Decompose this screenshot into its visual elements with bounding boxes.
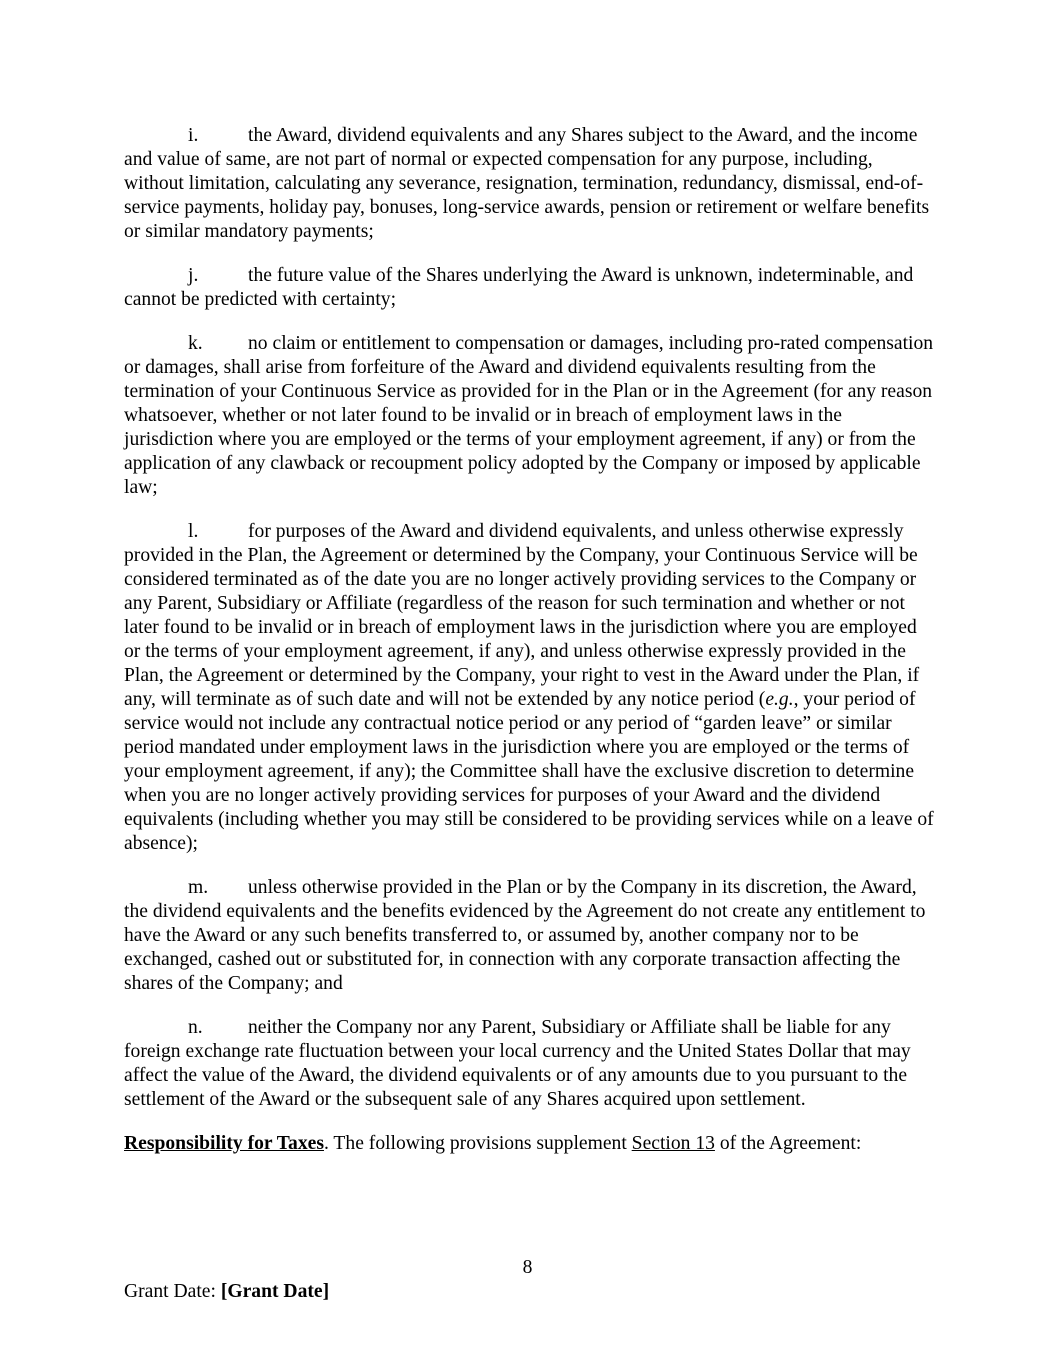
page-number: 8	[522, 1257, 533, 1278]
section-text: of the Agreement:	[714, 1133, 862, 1154]
clause-text: the future value of the Shares underlying the Award is unknown, indeterminable, and cannot be predicted with certainty;	[124, 265, 914, 310]
clause-k	[124, 332, 934, 500]
footer-value: [Grant Date]	[220, 1281, 330, 1302]
section-taxes	[124, 1132, 934, 1156]
clause-j	[124, 264, 934, 312]
footer	[124, 1281, 329, 1303]
clause-n	[124, 1016, 934, 1112]
clause-text: for purposes of the Award and dividend equivalents, and unless otherwise expressly provided in the Plan, the Agreement or determined by the Company, your Continuous Service will be considered terminated as of the date you are no longer actively providing services to the Company or any Parent, Subsidiary or Affiliate (regardless of the reason for such termination and whether or not later found to be invalid or in breach of employment laws in the jurisdiction where you are employed or the terms of your employment agreement, if any), and unless otherwise expressly provided in the Plan, the Agreement or determined by the Company, your right to vest in the Award under the Plan, if any, will terminate as of such date and will not be extended by any notice period (	[124, 521, 920, 710]
clause-text: no claim or entitlement to compensation or damages, including pro-rated compensation or damages, shall arise from forfeiture of the Award and dividend equivalents resulting from the termination of your Continuous Service as provided for in the Plan or in the Agreement (for any reason whatsoever, whether or not later found to be invalid or in breach of employment laws in the jurisdiction where you are employed or the terms of your employment agreement, if any) or from the application of any clawback or recoupment policy adopted by the Company or imposed by applicable law;	[124, 333, 934, 498]
clause-m	[124, 876, 934, 996]
clause-l	[124, 520, 934, 856]
section-text: . The following provisions supplement	[323, 1133, 632, 1154]
clause-i	[124, 124, 934, 244]
footer-label: Grant Date:	[124, 1281, 221, 1302]
document-page	[124, 124, 934, 1156]
clause-text: neither the Company nor any Parent, Subsidiary or Affiliate shall be liable for any foreign exchange rate fluctuation between your local currency and the United States Dollar that may affect the value of the Award, the dividend equivalents or of any amounts due to you pursuant to the settlement of the Award or the subsequent sale of any Shares acquired upon settlement.	[124, 1017, 911, 1110]
clause-label: k.	[188, 333, 203, 354]
clause-label: m.	[188, 877, 209, 898]
clause-label: l.	[188, 521, 199, 542]
clause-text: , your period of service would not include any contractual notice period or any period of “garden leave” or similar period mandated under employment laws in the jurisdiction where you are employed or the terms of your employment agreement, if any); the Committee shall have the exclusive discretion to determine when you are no longer actively providing services for purposes of your Award and the dividend equivalents (including whether you may still be considered to be providing services while on a leave of absence);	[124, 689, 934, 854]
clause-label: n.	[188, 1017, 203, 1038]
clause-label: j.	[188, 265, 199, 286]
section-heading: Responsibility for Taxes	[124, 1133, 324, 1154]
clause-text: unless otherwise provided in the Plan or by the Company in its discretion, the Award, the dividend equivalents and the benefits evidenced by the Agreement do not create any entitlement to have the Award or any such benefits transferred to, or assumed by, another company nor to be exchanged, cashed out or substituted for, in connection with any corporate transaction affecting the shares of the Company; and	[124, 877, 926, 994]
clause-italic: e.g.	[765, 689, 794, 710]
clause-text: the Award, dividend equivalents and any Shares subject to the Award, and the income and value of same, are not part of normal or expected compensation for any purpose, including, without limitation, calculating any severance, resignation, termination, redundancy, dismissal, end-of-service payments, holiday pay, bonuses, long-service awards, pension or retirement or welfare benefits or similar mandatory payments;	[124, 125, 930, 242]
clause-label: i.	[188, 125, 199, 146]
section-reference: Section 13	[631, 1133, 715, 1154]
